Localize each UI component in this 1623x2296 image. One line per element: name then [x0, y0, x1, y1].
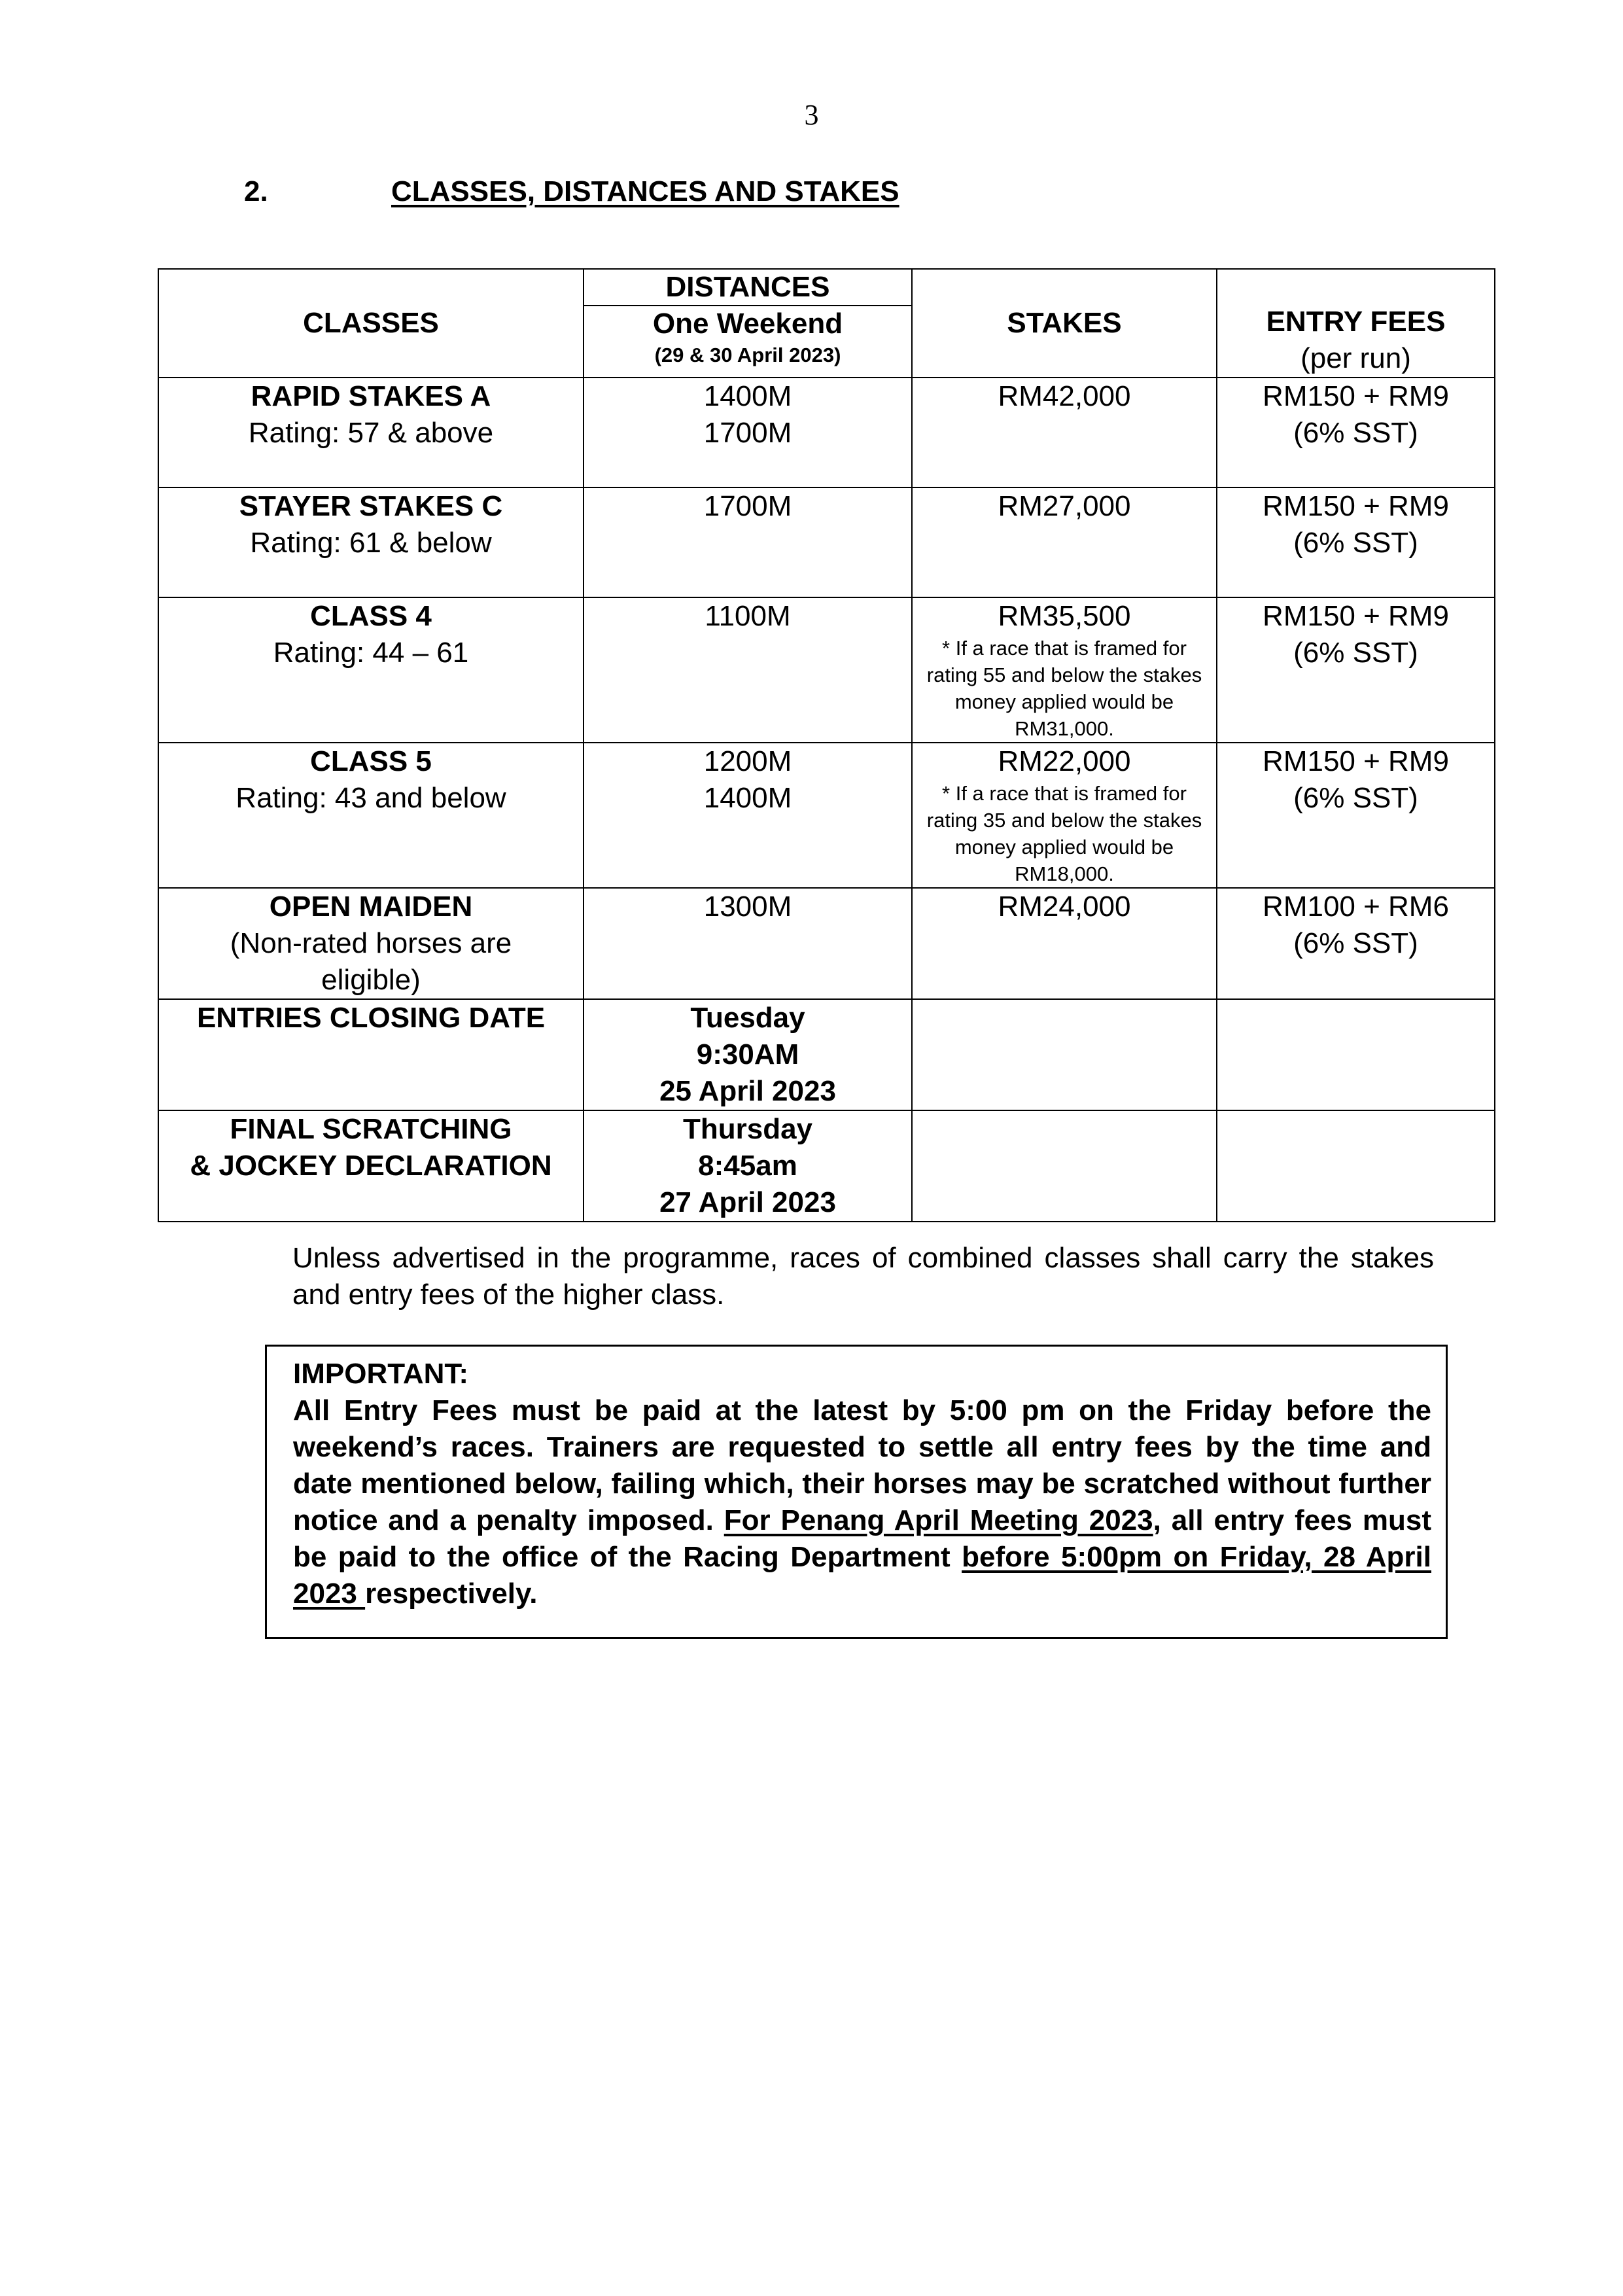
stakes-note: * If a race that is framed for rating 55 and below the stakes money applied would be RM31,000. — [926, 637, 1202, 740]
important-text-3: respectively. — [365, 1578, 538, 1610]
stakes-value: RM22,000 — [998, 745, 1131, 777]
header-entry-fees — [1217, 269, 1495, 378]
distance-value: 1400M — [703, 380, 792, 412]
fee-sst: (6% SST) — [1293, 637, 1418, 669]
empty-cell — [1217, 999, 1495, 1110]
final-scratching-label-1: FINAL SCRATCHING — [230, 1113, 512, 1145]
distance-cell — [584, 743, 912, 888]
fee-cell — [1217, 487, 1495, 597]
fee-value: RM150 + RM9 — [1263, 745, 1449, 777]
important-notice-box — [265, 1345, 1448, 1639]
header-weekend-dates: (29 & 30 April 2023) — [654, 344, 841, 366]
fee-sst: (6% SST) — [1293, 417, 1418, 449]
header-one-weekend-label: One Weekend — [652, 308, 843, 340]
closing-date: 25 April 2023 — [659, 1075, 836, 1107]
important-meeting-underline: For Penang April Meeting 2023 — [724, 1504, 1153, 1536]
distance-value: 1200M — [703, 745, 792, 777]
classes-table — [158, 268, 1495, 1222]
class-name: STAYER STAKES C — [239, 490, 503, 522]
header-entry-fees-label: ENTRY FEES — [1266, 306, 1446, 338]
fee-value: RM150 + RM9 — [1263, 380, 1449, 412]
important-text-2: , all entry fees must be paid to the office of the Racing Department — [293, 1504, 1431, 1573]
closing-time: 9:30AM — [696, 1038, 799, 1070]
table-row — [158, 378, 1495, 487]
class-rating: Rating: 43 and below — [236, 782, 506, 814]
distance-cell: 1700M — [584, 487, 912, 597]
distance-value: 1400M — [703, 782, 792, 814]
final-date: 27 April 2023 — [659, 1186, 836, 1218]
closing-date-cell — [584, 999, 912, 1110]
important-body — [293, 1392, 1431, 1612]
class-cell — [158, 487, 584, 597]
class-name: OPEN MAIDEN — [269, 891, 473, 923]
fee-cell — [1217, 378, 1495, 487]
important-heading: IMPORTANT: — [293, 1358, 469, 1390]
class-name: CLASS 4 — [310, 600, 432, 632]
fee-cell — [1217, 743, 1495, 888]
table-row — [158, 597, 1495, 743]
closing-date-label: ENTRIES CLOSING DATE — [158, 999, 584, 1110]
class-rating: Rating: 57 & above — [248, 417, 494, 449]
stakes-cell — [912, 597, 1217, 743]
distance-cell: 1100M — [584, 597, 912, 743]
class-name: RAPID STAKES A — [251, 380, 491, 412]
class-rating: Rating: 44 – 61 — [273, 637, 469, 669]
class-rating: Rating: 61 & below — [250, 527, 492, 559]
distance-cell: 1300M — [584, 888, 912, 999]
important-deadline-underline: before 5:00pm on Friday, 28 April 2023 — [293, 1541, 1431, 1610]
empty-cell — [1217, 1110, 1495, 1222]
header-distances: DISTANCES — [584, 269, 912, 306]
stakes-cell: RM24,000 — [912, 888, 1217, 999]
final-day: Thursday — [682, 1113, 813, 1145]
fee-cell — [1217, 888, 1495, 999]
distance-value: 1700M — [703, 417, 792, 449]
fee-sst: (6% SST) — [1293, 927, 1418, 959]
table-row — [158, 743, 1495, 888]
stakes-cell: RM27,000 — [912, 487, 1217, 597]
final-scratching-label-2: & JOCKEY DECLARATION — [190, 1150, 552, 1182]
table-row — [158, 888, 1495, 999]
final-scratching-cell — [584, 1110, 912, 1222]
fee-cell — [1217, 597, 1495, 743]
fee-sst: (6% SST) — [1293, 782, 1418, 814]
important-text-1: All Entry Fees must be paid at the latest by 5:00 pm on the Friday before the weekend’s races. Trainers are requested to settle all entry fees by the time and date mentioned below, failing which, their horses may be scratched without further notice and a penalty imposed. — [293, 1394, 1431, 1536]
header-stakes: STAKES — [912, 269, 1217, 378]
table-header-row — [158, 269, 1495, 306]
fee-value: RM150 + RM9 — [1263, 490, 1449, 522]
class-name: CLASS 5 — [310, 745, 432, 777]
header-one-weekend — [584, 306, 912, 378]
section-title: CLASSES, DISTANCES AND STAKES — [391, 175, 899, 207]
closing-day: Tuesday — [690, 1002, 805, 1034]
fee-value: RM150 + RM9 — [1263, 600, 1449, 632]
closing-date-row — [158, 999, 1495, 1110]
class-cell — [158, 743, 584, 888]
empty-cell — [912, 999, 1217, 1110]
class-cell — [158, 378, 584, 487]
header-classes: CLASSES — [158, 269, 584, 378]
stakes-note: * If a race that is framed for rating 35 and below the stakes money applied would be RM18,000. — [926, 782, 1202, 885]
final-time: 8:45am — [698, 1150, 797, 1182]
distance-cell — [584, 378, 912, 487]
class-rating: (Non-rated horses are eligible) — [230, 927, 512, 996]
fee-value: RM100 + RM6 — [1263, 891, 1449, 923]
final-scratching-label — [158, 1110, 584, 1222]
class-cell — [158, 597, 584, 743]
final-scratching-row — [158, 1110, 1495, 1222]
table-row — [158, 487, 1495, 597]
page-number: 3 — [804, 99, 819, 131]
empty-cell — [912, 1110, 1217, 1222]
header-entry-fees-sub: (per run) — [1300, 342, 1411, 374]
combined-classes-paragraph: Unless advertised in the programme, races of combined classes shall carry the stakes and entry fees of the higher class. — [292, 1242, 1434, 1311]
section-number: 2. — [244, 175, 268, 207]
class-cell — [158, 888, 584, 999]
stakes-cell — [912, 743, 1217, 888]
stakes-value: RM35,500 — [998, 600, 1131, 632]
stakes-cell: RM42,000 — [912, 378, 1217, 487]
fee-sst: (6% SST) — [1293, 527, 1418, 559]
